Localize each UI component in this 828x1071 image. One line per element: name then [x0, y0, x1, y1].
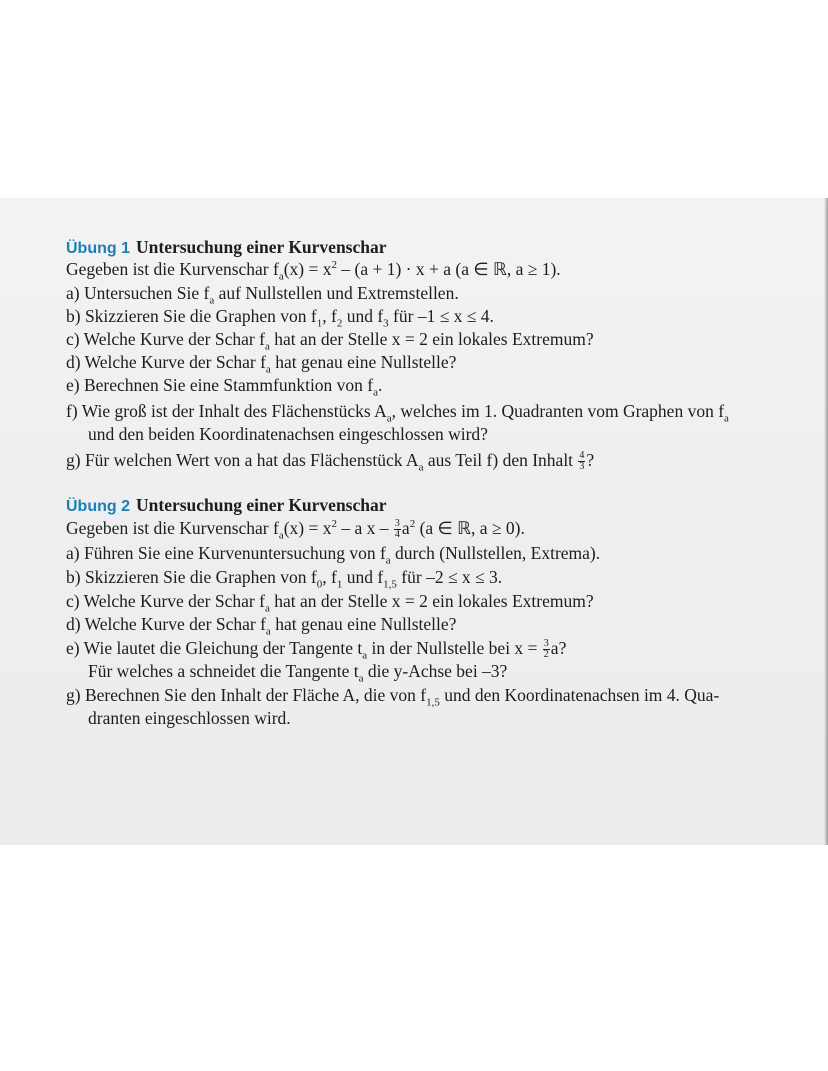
subscript: 1,5 [426, 696, 440, 709]
intro-text: – a x – [337, 518, 393, 538]
task-text: , welches im 1. Quadranten vom Graphen von f [391, 401, 725, 421]
task-text: für –1 ≤ x ≤ 4. [388, 306, 494, 326]
task-text: auf Nullstellen und Extremstellen. [214, 283, 459, 303]
exercise-2-task-g-cont [88, 707, 291, 729]
exercise-1-number: Übung 1 [66, 240, 130, 257]
exercise-2-task-e-cont [88, 660, 508, 685]
subscript: 1,5 [383, 578, 397, 591]
intro-text: Gegeben ist die Kurvenschar f [66, 518, 279, 538]
intro-text: – (a + 1) · x + a (a ∈ ℝ, a ≥ 1). [337, 259, 561, 279]
task-text: aus Teil f) den Inhalt [423, 450, 578, 470]
exercise-1-task-f-cont [88, 423, 488, 445]
fraction-denominator: 3 [579, 461, 585, 473]
exercise-2-intro [66, 517, 525, 540]
subscript: a [209, 294, 215, 307]
subscript: a [373, 386, 379, 399]
exercise-2-task-c [66, 590, 594, 615]
task-text: , f [322, 567, 337, 587]
exercise-1-heading [66, 236, 387, 260]
task-text: d) Welche Kurve der Schar f [66, 614, 266, 634]
fraction-numerator: 3 [543, 638, 549, 650]
subscript: a [265, 363, 271, 376]
exercise-2-task-d [66, 613, 457, 638]
exercise-1-task-a [66, 282, 459, 307]
task-text: hat an der Stelle x = 2 ein lokales Extremum? [269, 329, 594, 349]
subscript: a [264, 602, 270, 615]
subscript: a [724, 412, 729, 425]
task-text: g) Berechnen Sie den Inhalt der Fläche A, die von f [66, 685, 427, 705]
task-text: und den beiden Koordinatenachsen eingeschlossen wird? [88, 424, 488, 444]
fraction-3-4 [394, 519, 401, 540]
task-text: und f [342, 306, 384, 326]
task-text: hat an der Stelle x = 2 ein lokales Extremum? [269, 591, 594, 611]
superscript: 2 [331, 518, 338, 531]
task-text: d) Welche Kurve der Schar f [66, 352, 266, 372]
task-text: e) Wie lautet die Gleichung der Tangente t [66, 638, 363, 658]
exercise-1-task-d [66, 351, 457, 376]
task-text: durch (Nullstellen, Extrema). [390, 543, 601, 563]
intro-text: (x) = x [283, 518, 332, 538]
exercise-2-task-g [66, 684, 720, 709]
exercise-2-task-b [66, 566, 503, 591]
fraction-3-2 [543, 639, 550, 660]
intro-text: a [401, 518, 410, 538]
task-text: hat genau eine Nullstelle? [270, 614, 457, 634]
subscript: 0 [316, 578, 323, 591]
task-text: , f [322, 306, 337, 326]
exercise-2-heading [66, 494, 387, 518]
task-text: und f [342, 567, 384, 587]
task-text: a? [550, 638, 567, 658]
superscript: 2 [409, 518, 416, 531]
task-text: c) Welche Kurve der Schar f [66, 591, 265, 611]
task-text: Für welches a schneidet die Tangente t [88, 661, 359, 681]
intro-text: (a ∈ ℝ, a ≥ 0). [415, 518, 525, 538]
subscript: 1 [336, 578, 343, 591]
exercise-2-number: Übung 2 [66, 498, 130, 515]
subscript: a [362, 649, 368, 662]
task-text: und den Koordinatenachsen im 4. Qua- [439, 685, 720, 705]
intro-text: (x) = x [283, 259, 332, 279]
exercise-1-title: Untersuchung einer Kurvenschar [136, 237, 387, 257]
task-text: die y-Achse bei –3? [363, 661, 508, 681]
subscript: a [264, 340, 270, 353]
task-text: hat genau eine Nullstelle? [270, 352, 457, 372]
exercise-2-task-e [66, 637, 566, 660]
task-text: . [378, 375, 383, 395]
exercise-1-intro [66, 258, 561, 283]
exercise-1-task-f [66, 400, 729, 425]
fraction-denominator: 4 [394, 529, 400, 541]
subscript: a [385, 554, 391, 567]
exercise-1-task-g [66, 449, 594, 472]
task-text: c) Welche Kurve der Schar f [66, 329, 265, 349]
fraction-numerator: 4 [579, 450, 585, 462]
task-text: b) Skizzieren Sie die Graphen von f [66, 306, 317, 326]
subscript: a [386, 412, 392, 425]
intro-text: Gegeben ist die Kurvenschar f [66, 259, 279, 279]
exercise-2-title: Untersuchung einer Kurvenschar [136, 495, 387, 515]
superscript: 2 [331, 259, 338, 272]
subscript: 1 [316, 317, 323, 330]
task-text: g) Für welchen Wert von a hat das Flächenstück A [66, 450, 419, 470]
subscript: a [265, 625, 271, 638]
task-text: f) Wie groß ist der Inhalt des Flächenstücks A [66, 401, 387, 421]
task-text: a) Untersuchen Sie f [66, 283, 210, 303]
subscript: a [358, 672, 364, 685]
subscript: a [278, 270, 284, 283]
subscript: a [278, 529, 284, 542]
subscript: 2 [336, 317, 343, 330]
task-text: in der Nullstelle bei x = [367, 638, 542, 658]
task-text: dranten eingeschlossen wird. [88, 708, 291, 728]
fraction-numerator: 3 [394, 518, 400, 530]
exercise-2-task-a [66, 542, 601, 567]
task-text: a) Führen Sie eine Kurvenuntersuchung von f [66, 543, 386, 563]
task-text: für –2 ≤ x ≤ 3. [396, 567, 503, 587]
fraction-4-3 [578, 451, 585, 472]
task-text: e) Berechnen Sie eine Stammfunktion von f [66, 375, 374, 395]
exercise-1-task-c [66, 328, 594, 353]
exercise-1-task-b [66, 305, 494, 330]
subscript: a [418, 461, 424, 474]
exercise-1-task-e [66, 374, 383, 399]
fraction-denominator: 2 [543, 649, 549, 661]
task-text: ? [586, 450, 595, 470]
subscript: 3 [383, 317, 389, 330]
task-text: b) Skizzieren Sie die Graphen von f [66, 567, 317, 587]
